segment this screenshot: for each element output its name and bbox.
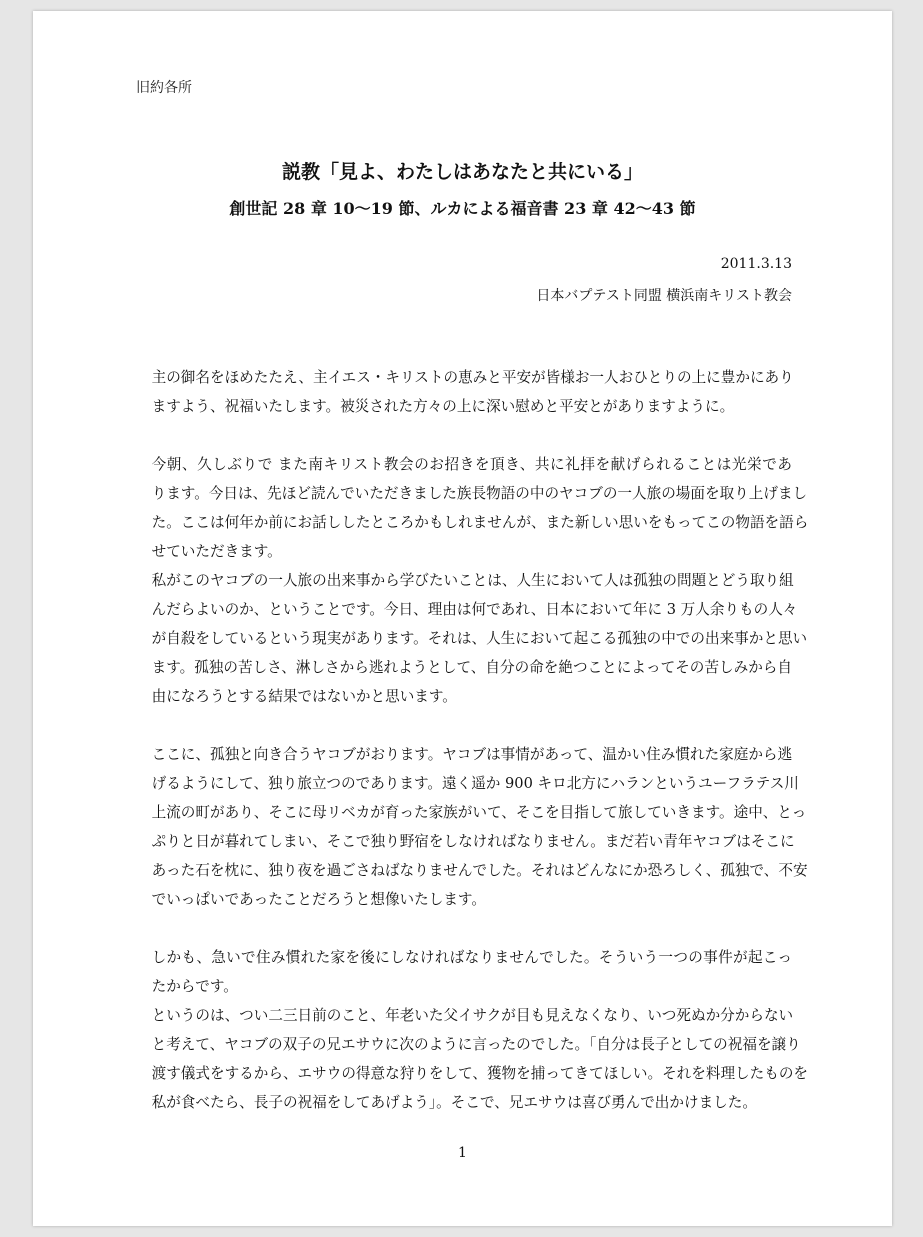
paragraph-line: ここに、孤独と向き合うヤコブがおります。ヤコブは事情があって、温かい住み慣れた家庭から逃 [151,746,793,763]
paragraph-gap [137,421,792,450]
paragraph-line: 私が食べたら、長子の祝福をしてあげよう」。そこで、兄エサウは喜び勇んで出かけました。 [151,1094,757,1111]
paragraph-line: 主の御名をほめたたえ、主イエス・キリストの恵みと平安が皆様お一人おひとりの上に豊かにあり [151,369,794,386]
church-name: 日本バプテスト同盟 横浜南キリスト教会 [536,288,792,304]
paragraph-line: が自殺をしているという現実があります。それは、人生において起こる孤独の中での出来事かと思い [151,630,808,647]
paragraph [137,740,808,914]
paragraph [137,450,809,566]
paragraph-line: たからです。 [151,978,238,995]
paragraph-line: んだらよいのか、ということです。今日、理由は何であれ、日本において年に 3 万人余りもの人々 [151,601,798,618]
paragraph-line: ります。今日は、先ほど読んでいただきました族長物語の中のヤコブの一人旅の場面を取り上げまし [151,485,808,502]
paragraph-line: 私がこのヤコブの一人旅の出来事から学びたいことは、人生において人は孤独の問題とどう取り組 [151,572,794,589]
paragraph-line: 由になろうとする結果ではないかと思います。 [151,688,457,705]
header-label: 旧約各所 [136,80,192,96]
paragraph-line: げるようにして、独り旅立つのであります。遠く遥か 900 キロ北方にハランというユーフラテス川 [151,775,799,792]
paragraph-line: というのは、つい二三日前のこと、年老いた父イサクが目も見えなくなり、いつ死ぬか分からない [151,1007,794,1024]
paragraph-line: せていただきます。 [151,543,282,560]
paragraph-gap [137,711,792,740]
sermon-date: 2011.3.13 [720,256,792,272]
paragraph-line: あった石を枕に、独り夜を過ごさねばなりませんでした。それはどんなにか恐ろしく、孤独で、不安 [151,862,808,879]
page-subtitle: 創世記 28 章 10〜19 節、ルカによる福音書 23 章 42〜43 節 [229,199,696,218]
paragraph [137,943,792,1001]
paragraph-line: ぷりと日が暮れてしまい、そこで独り野宿をしなければなりません。まだ若い青年ヤコブはそこに [151,833,795,850]
paragraph-line: 渡す儀式をするから、エサウの得意な狩りをして、獲物を捕ってきてほしい。それを料理したものを [151,1065,809,1082]
paragraph-line: と考えて、ヤコブの双子の兄エサウに次のように言ったのでした。「自分は長子としての祝福を譲り [151,1036,801,1053]
paragraph [137,1001,809,1117]
paragraph-line: でいっぱいであったことだろうと想像いたします。 [151,891,486,908]
paragraph-gap [137,914,792,943]
paragraph-line: ます。孤独の苦しさ、淋しさから逃れようとして、自分の命を絶つことによってその苦しみから自 [151,659,792,676]
sermon-body [137,363,809,1117]
paragraph-line: た。ここは何年か前にお話ししたところかもしれませんが、また新しい思いをもってこの物語を語ら [151,514,809,531]
document-page [33,11,892,1226]
page-number: 1 [458,1145,467,1161]
paragraph-line: ますよう、祝福いたします。被災された方々の上に深い慰めと平安とがありますように。 [151,398,735,415]
page-title: 説教「見よ、わたしはあなたと共にいる」 [281,161,643,183]
paragraph-line: しかも、急いで住み慣れた家を後にしなければなりませんでした。そういう一つの事件が起こっ [151,949,792,966]
paragraph [137,566,808,711]
paragraph [137,363,792,421]
paragraph-line: 今朝、久しぶりで また南キリスト教会のお招きを頂き、共に礼拝を献げられることは光栄であ [151,456,792,473]
paragraph-line: 上流の町があり、そこに母リベカが育った家族がいて、そこを目指して旅していきます。途中、とっ [151,804,807,821]
